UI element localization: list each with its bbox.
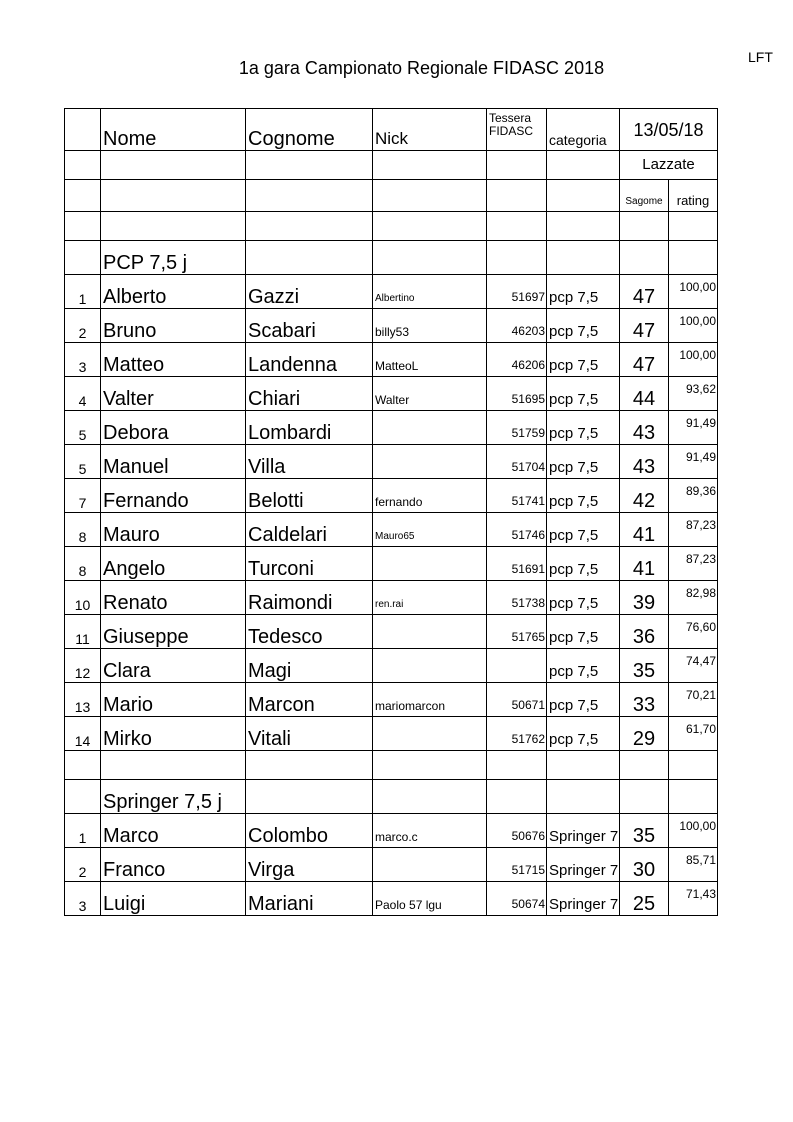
nick-cell <box>373 547 487 581</box>
nick-cell <box>373 848 487 882</box>
header-pos-cell <box>65 109 101 151</box>
position-cell: 5 <box>65 445 101 479</box>
tessera-cell: 51695 <box>487 377 547 411</box>
empty-cell <box>65 151 101 180</box>
header-tessera-line2: FIDASC <box>489 124 534 138</box>
nome-cell: Marco <box>101 814 246 848</box>
sagome-cell: 47 <box>620 275 669 309</box>
table-row <box>65 411 718 445</box>
tessera-cell: 51704 <box>487 445 547 479</box>
rating-cell: 87,23 <box>669 513 718 547</box>
page-title: 1a gara Campionato Regionale FIDASC 2018 <box>238 58 605 78</box>
position-cell: 3 <box>65 343 101 377</box>
sagome-cell: 47 <box>620 343 669 377</box>
tessera-cell: 50676 <box>487 814 547 848</box>
empty-cell <box>101 151 246 180</box>
nome-cell: Matteo <box>101 343 246 377</box>
cognome-cell: Turconi <box>246 547 373 581</box>
rating-cell: 71,43 <box>669 882 718 916</box>
tessera-cell: 50674 <box>487 882 547 916</box>
empty-cell <box>65 780 101 814</box>
empty-cell <box>487 780 547 814</box>
empty-cell <box>373 212 487 241</box>
nick-cell: Walter <box>373 377 487 411</box>
empty-cell <box>101 751 246 780</box>
rating-cell: 87,23 <box>669 547 718 581</box>
table-row <box>65 683 718 717</box>
rating-cell: 100,00 <box>669 343 718 377</box>
table-row <box>65 445 718 479</box>
tessera-cell: 51765 <box>487 615 547 649</box>
cognome-cell: Belotti <box>246 479 373 513</box>
nick-cell: Mauro65 <box>373 513 487 547</box>
subheader-row <box>65 180 718 212</box>
cognome-cell: Magi <box>246 649 373 683</box>
results-table <box>64 108 718 916</box>
empty-cell <box>65 180 101 212</box>
categoria-cell: pcp 7,5 <box>547 717 620 751</box>
header-tessera-line1: Tessera <box>489 111 532 125</box>
sagome-cell: 44 <box>620 377 669 411</box>
nick-cell: Paolo 57 lgu <box>373 882 487 916</box>
cognome-cell: Virga <box>246 848 373 882</box>
tessera-cell: 51759 <box>487 411 547 445</box>
nick-cell: marco.c <box>373 814 487 848</box>
sagome-cell: 41 <box>620 547 669 581</box>
results-body <box>65 109 718 916</box>
section-title: Springer 7,5 j <box>101 780 246 814</box>
cognome-cell: Vitali <box>246 717 373 751</box>
categoria-cell: pcp 7,5 <box>547 445 620 479</box>
position-cell: 7 <box>65 479 101 513</box>
categoria-cell: pcp 7,5 <box>547 513 620 547</box>
categoria-cell: pcp 7,5 <box>547 479 620 513</box>
table-row <box>65 377 718 411</box>
table-row <box>65 547 718 581</box>
table-row <box>65 479 718 513</box>
categoria-cell: pcp 7,5 <box>547 411 620 445</box>
tessera-cell: 46203 <box>487 309 547 343</box>
header-categoria: categoria <box>547 109 620 151</box>
categoria-cell: pcp 7,5 <box>547 649 620 683</box>
empty-cell <box>547 180 620 212</box>
document-code: LFT <box>748 49 773 65</box>
rating-cell: 100,00 <box>669 309 718 343</box>
header-tessera <box>487 109 547 151</box>
rating-cell: 76,60 <box>669 615 718 649</box>
tessera-cell: 50671 <box>487 683 547 717</box>
nome-cell: Renato <box>101 581 246 615</box>
nome-cell: Bruno <box>101 309 246 343</box>
nome-cell: Clara <box>101 649 246 683</box>
empty-cell <box>65 212 101 241</box>
nick-cell: ren.rai <box>373 581 487 615</box>
sagome-cell: 33 <box>620 683 669 717</box>
blank-row <box>65 751 718 780</box>
empty-cell <box>669 751 718 780</box>
position-cell: 5 <box>65 411 101 445</box>
nome-cell: Fernando <box>101 479 246 513</box>
categoria-cell: pcp 7,5 <box>547 309 620 343</box>
sagome-cell: 41 <box>620 513 669 547</box>
sagome-cell: 35 <box>620 814 669 848</box>
position-cell: 3 <box>65 882 101 916</box>
sagome-cell: 39 <box>620 581 669 615</box>
empty-cell <box>547 241 620 275</box>
cognome-cell: Scabari <box>246 309 373 343</box>
nick-cell: Albertino <box>373 275 487 309</box>
empty-cell <box>669 241 718 275</box>
blank-row <box>65 212 718 241</box>
position-cell: 2 <box>65 309 101 343</box>
sagome-cell: 47 <box>620 309 669 343</box>
empty-cell <box>620 780 669 814</box>
nome-cell: Mirko <box>101 717 246 751</box>
empty-cell <box>620 751 669 780</box>
rating-cell: 100,00 <box>669 814 718 848</box>
nome-cell: Valter <box>101 377 246 411</box>
empty-cell <box>487 180 547 212</box>
position-cell: 11 <box>65 615 101 649</box>
empty-cell <box>246 751 373 780</box>
empty-cell <box>669 212 718 241</box>
categoria-cell: pcp 7,5 <box>547 683 620 717</box>
empty-cell <box>547 780 620 814</box>
empty-cell <box>487 212 547 241</box>
header-sagome: Sagome <box>620 180 669 212</box>
header-nick: Nick <box>373 109 487 151</box>
position-cell: 14 <box>65 717 101 751</box>
nick-cell: billy53 <box>373 309 487 343</box>
nome-cell: Manuel <box>101 445 246 479</box>
header-date: 13/05/18 <box>620 109 718 151</box>
position-cell: 12 <box>65 649 101 683</box>
categoria-cell: pcp 7,5 <box>547 547 620 581</box>
tessera-cell <box>487 649 547 683</box>
rating-cell: 91,49 <box>669 411 718 445</box>
table-row <box>65 649 718 683</box>
nome-cell: Luigi <box>101 882 246 916</box>
empty-cell <box>65 241 101 275</box>
nome-cell: Giuseppe <box>101 615 246 649</box>
empty-cell <box>669 780 718 814</box>
empty-cell <box>373 180 487 212</box>
position-cell: 2 <box>65 848 101 882</box>
tessera-cell: 51741 <box>487 479 547 513</box>
categoria-cell: Springer 7 <box>547 814 620 848</box>
categoria-cell: pcp 7,5 <box>547 343 620 377</box>
nick-cell <box>373 717 487 751</box>
position-cell: 4 <box>65 377 101 411</box>
nick-cell <box>373 649 487 683</box>
position-cell: 8 <box>65 547 101 581</box>
header-rating: rating <box>669 180 718 212</box>
sagome-cell: 29 <box>620 717 669 751</box>
empty-cell <box>246 180 373 212</box>
sagome-cell: 36 <box>620 615 669 649</box>
sagome-cell: 25 <box>620 882 669 916</box>
categoria-cell: Springer 7 <box>547 882 620 916</box>
empty-cell <box>487 241 547 275</box>
cognome-cell: Chiari <box>246 377 373 411</box>
tessera-cell: 51715 <box>487 848 547 882</box>
categoria-cell: pcp 7,5 <box>547 377 620 411</box>
nome-cell: Debora <box>101 411 246 445</box>
position-cell: 10 <box>65 581 101 615</box>
nick-cell: fernando <box>373 479 487 513</box>
cognome-cell: Caldelari <box>246 513 373 547</box>
nick-cell: mariomarcon <box>373 683 487 717</box>
sagome-cell: 30 <box>620 848 669 882</box>
sagome-cell: 43 <box>620 411 669 445</box>
empty-cell <box>620 241 669 275</box>
tessera-cell: 46206 <box>487 343 547 377</box>
empty-cell <box>547 151 620 180</box>
categoria-cell: Springer 7 <box>547 848 620 882</box>
header-row <box>65 109 718 151</box>
empty-cell <box>65 751 101 780</box>
section-title-row <box>65 780 718 814</box>
table-row <box>65 848 718 882</box>
nome-cell: Alberto <box>101 275 246 309</box>
sagome-cell: 35 <box>620 649 669 683</box>
location-row <box>65 151 718 180</box>
nome-cell: Mario <box>101 683 246 717</box>
empty-cell <box>620 212 669 241</box>
table-row <box>65 717 718 751</box>
rating-cell: 91,49 <box>669 445 718 479</box>
rating-cell: 61,70 <box>669 717 718 751</box>
nick-cell <box>373 615 487 649</box>
empty-cell <box>246 241 373 275</box>
empty-cell <box>373 751 487 780</box>
table-row <box>65 275 718 309</box>
rating-cell: 100,00 <box>669 275 718 309</box>
nick-cell <box>373 411 487 445</box>
rating-cell: 74,47 <box>669 649 718 683</box>
empty-cell <box>246 780 373 814</box>
cognome-cell: Mariani <box>246 882 373 916</box>
nome-cell: Angelo <box>101 547 246 581</box>
cognome-cell: Colombo <box>246 814 373 848</box>
rating-cell: 93,62 <box>669 377 718 411</box>
table-row <box>65 814 718 848</box>
rating-cell: 85,71 <box>669 848 718 882</box>
categoria-cell: pcp 7,5 <box>547 615 620 649</box>
nick-cell: MatteoL <box>373 343 487 377</box>
table-row <box>65 309 718 343</box>
header-location: Lazzate <box>620 151 718 180</box>
table-row <box>65 343 718 377</box>
table-row <box>65 581 718 615</box>
tessera-cell: 51762 <box>487 717 547 751</box>
tessera-cell: 51691 <box>487 547 547 581</box>
position-cell: 8 <box>65 513 101 547</box>
header-nome: Nome <box>101 109 246 151</box>
tessera-cell: 51738 <box>487 581 547 615</box>
empty-cell <box>373 780 487 814</box>
empty-cell <box>101 212 246 241</box>
nome-cell: Mauro <box>101 513 246 547</box>
header-cognome: Cognome <box>246 109 373 151</box>
sagome-cell: 42 <box>620 479 669 513</box>
rating-cell: 82,98 <box>669 581 718 615</box>
table-row <box>65 513 718 547</box>
empty-cell <box>101 180 246 212</box>
tessera-cell: 51697 <box>487 275 547 309</box>
empty-cell <box>547 212 620 241</box>
empty-cell <box>487 151 547 180</box>
position-cell: 1 <box>65 275 101 309</box>
cognome-cell: Tedesco <box>246 615 373 649</box>
rating-cell: 70,21 <box>669 683 718 717</box>
empty-cell <box>246 151 373 180</box>
rating-cell: 89,36 <box>669 479 718 513</box>
nick-cell <box>373 445 487 479</box>
sagome-cell: 43 <box>620 445 669 479</box>
cognome-cell: Marcon <box>246 683 373 717</box>
empty-cell <box>373 241 487 275</box>
table-row <box>65 882 718 916</box>
section-title: PCP 7,5 j <box>101 241 246 275</box>
cognome-cell: Gazzi <box>246 275 373 309</box>
table-row <box>65 615 718 649</box>
position-cell: 13 <box>65 683 101 717</box>
cognome-cell: Lombardi <box>246 411 373 445</box>
empty-cell <box>373 151 487 180</box>
empty-cell <box>487 751 547 780</box>
categoria-cell: pcp 7,5 <box>547 275 620 309</box>
cognome-cell: Landenna <box>246 343 373 377</box>
nome-cell: Franco <box>101 848 246 882</box>
empty-cell <box>246 212 373 241</box>
empty-cell <box>547 751 620 780</box>
cognome-cell: Villa <box>246 445 373 479</box>
tessera-cell: 51746 <box>487 513 547 547</box>
section-title-row <box>65 241 718 275</box>
position-cell: 1 <box>65 814 101 848</box>
categoria-cell: pcp 7,5 <box>547 581 620 615</box>
cognome-cell: Raimondi <box>246 581 373 615</box>
